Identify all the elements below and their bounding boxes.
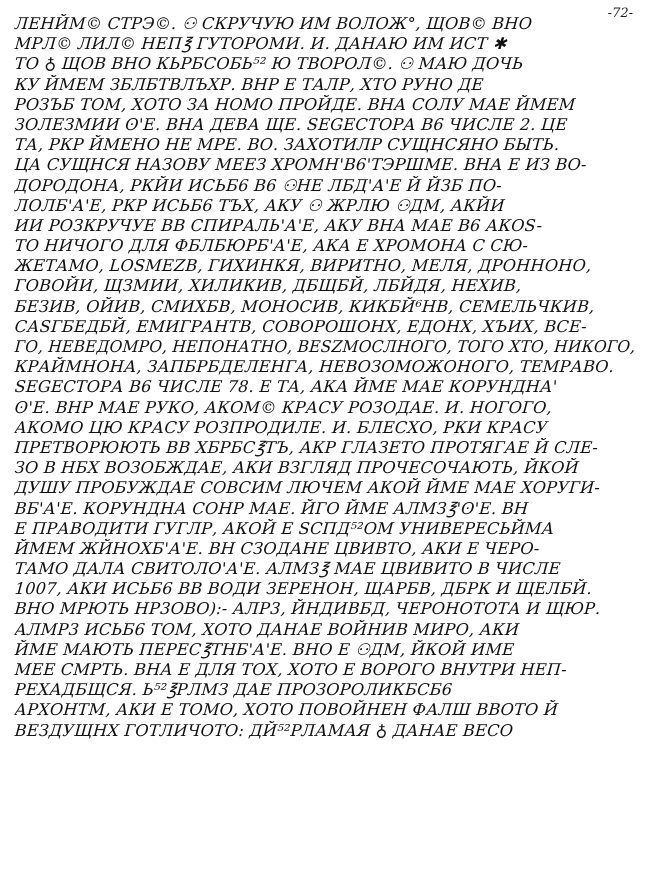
- text-line: РОЗЪБ ТОМ, ХОТО ЗА НОМО ПРОЙДЕ. ВНА СОЛУ МАЕ ЙМЕМ: [14, 94, 577, 114]
- text-line: САSГБЕДБЙ, ЕМИГРАНТВ, СОВОРОШОНХ, ЕДОНХ, ХЪИХ, ВСЕ-: [14, 316, 588, 336]
- text-line: КРАЙМНОНА, ЗАПБРБДЕЛЕНГА, НЕВОЗОМОЖОНОГО, ТЕМРАВО.: [14, 357, 615, 377]
- text-line: ТО НИЧОГО ДЛЯ ФБЛБЮРБ'А'Е, АКА Е ХРОМОНА С СЮ-: [14, 236, 529, 256]
- text-line: ДУШУ ПРОБУЖДАЕ СОВСИМ ЛЮЧЕМ АКОЙ ЙМЕ МАЕ ХОРУГИ-: [14, 478, 601, 498]
- text-line: ГОВОЙИ, ЩЗМИИ, ХИЛИКИВ, ДБЩБЙ, ЛБЙДЯ, НЕХИВ,: [14, 276, 523, 296]
- text-line: ВНО МРЮТЬ НР3ОВО):- АЛР3, ЙНДИВБД, ЧЕРОНОТОТА И ЩЮР.: [14, 599, 602, 619]
- text-line: ЙМЕ МАЮТЬ ПЕРЕС℥ТНБ'А'Е. ВНО Е ⚇ДМ, ЙКОЙ ИМЕ: [14, 639, 515, 659]
- text-line: АЛМР3 ИСЬБ6 ТОМ, ХОТО ДАНАЕ ВОЙНИВ МИРО, АКИ: [14, 619, 520, 639]
- text-line: БЕЗИВ, ОЙИВ, СМИХБВ, МОНОСИВ, КИКБЙ⁶НВ, СЕМЕЛЬЧКИВ,: [14, 296, 596, 316]
- text-line: ЛЕНЙМ© СТРЭ©. ⚇ СКРУЧУЮ ИМ ВОЛОЖ°, ЩОВ© ВНО: [14, 14, 533, 33]
- text-line: ВБ'А'Е. КОРУНДНА СОНР МАЕ. ЙГО ЙМЕ АЛМЗ℥'ʘ'Е. ВН: [14, 498, 529, 518]
- text-line: ЗОЛЕЗМИИ ʘ'Е. ВНА ДЕВА ЩЕ. SЕGЕСТОРА В6 ЧИСЛЕ 2. ЦЕ: [14, 114, 569, 134]
- text-line: ПРЕТВОРЮЮТЬ ВВ ХБРБС℥ТЪ, АКР ГЛАЗЕТО ПРОТЯГАЕ Й СЛЕ-: [14, 437, 599, 457]
- text-line: ГО, НЕВЕДОМРО, НЕПОНАТНО, ВЕSZМОСЛНОГО, ТОГО ХТО, НИКОГО,: [14, 337, 637, 356]
- text-line: АРХОНТМ, АКИ Е ТОМО, ХОТО ПОВОЙНЕН ФАЛШ ВВОТО Й: [14, 700, 559, 720]
- text-line: ДОРОДОНА, РКЙИ ИСЬБ6 В6 ⚇НЕ ЛБД'А'Е Й ЙЗБ ПО-: [14, 175, 503, 195]
- text-line: ИИ РОЗКРУЧУЕ ВВ СПИРАЛЬ'А'Е, АКУ ВНА МАЕ В6 АКОS-: [14, 215, 543, 235]
- text-line: ЙМЕМ ЖЙНОХБ'А'Е. ВН СЗОДАНЕ ЦВИВТО, АКИ Е ЧЕРО-: [14, 538, 541, 558]
- text-line: ЗО В НБХ ВОЗОБЖДАЕ, АКИ ВЗГЛЯД ПРОЧЕСОЧАЮТЬ, ЙКОЙ: [14, 458, 580, 478]
- text-line: ТАМО ДАЛА СВИТОЛО'А'Е. АЛМЗ℥ МАЕ ЦВИВИТО В ЧИСЛЕ: [14, 559, 562, 579]
- text-line: МЕЕ СМРТЬ. ВНА Е ДЛЯ ТОХ, ХОТО Е ВОРОГО ВНУТРИ НЕП-: [14, 660, 568, 679]
- text-line: ЦА СУЩНСЯ НАЗОВУ МЕЕЗ ХРОМН'В6'ТЭРШМЕ. ВНА Е ИЗ ВО-: [14, 155, 588, 175]
- text-line: ʘ'Е. ВНР МАЕ РУКО, АКОМ© КРАСУ РОЗОДАЕ. И. НОГОГО,: [14, 397, 553, 417]
- text-line: ТО ♁ ЩОВ ВНО КЬРБСОБЬ⁵² Ю ТВОРОЛ©. ⚇ МАЮ ДОЧЬ: [14, 54, 525, 74]
- text-line: ЛОЛБ'А'Е, РКР ИСЬБ6 ТЪХ, АКУ ⚇ ЖРЛЮ ⚇ДМ, АКЙИ: [14, 195, 506, 215]
- text-line: SЕGЕСТОРА В6 ЧИСЛЕ 78. Е ТА, АКА ЙМЕ МАЕ КОРУНДНА': [14, 377, 558, 397]
- page-number: -72-: [607, 6, 633, 21]
- text-line: ТА, РКР ЙМЕНО НЕ МРЕ. ВО. ЗАХОТИЛР СУЩНСЯНО БЫТЬ.: [14, 135, 561, 155]
- text-line: Е ПРАВОДИТИ ГУГЛР, АКОЙ Е SСПД⁵²ОМ УНИВЕРЕСЬЙМА: [14, 518, 555, 538]
- text-line: АКОМО ЦЮ КРАСУ РОЗПРОДИЛЕ. И. БЛЕСХО, РКИ КРАСУ: [14, 417, 549, 437]
- text-line: МРЛ© ЛИЛ© НЕП℥ ГУТОРОМИ. И. ДАНАЮ ИМ ИСТ ✱: [14, 34, 508, 54]
- text-line: 1007, АКИ ИСЬБ6 ВВ ВОДИ ЗЕРЕНОН, ЩАРБВ, ДБРК И ЩЕЛБЙ.: [14, 579, 593, 599]
- text-line: ЖЕТАМО, LОSМЕZВ, ГИХИНКЯ, ВИРИТНО, МЕЛЯ, ДРОННОНО,: [14, 256, 593, 276]
- text-line: КУ ЙМЕМ ЗБЛБТВЛЪХР. ВНР Е ТАЛР, ХТО РУНО ДЕ: [14, 74, 485, 94]
- text-line: РЕХАДБЩСЯ. Ь⁵²℥РЛМЗ ДАЕ ПРОЗОРОЛИКБСБ6: [14, 680, 454, 700]
- handwritten-text-block: [14, 14, 636, 741]
- text-line: ВЕЗДУЩНХ ГОТЛИЧОТО: ДЙ⁵²РЛАМАЯ ♁ ДАНАЕ ВЕСО: [14, 720, 514, 740]
